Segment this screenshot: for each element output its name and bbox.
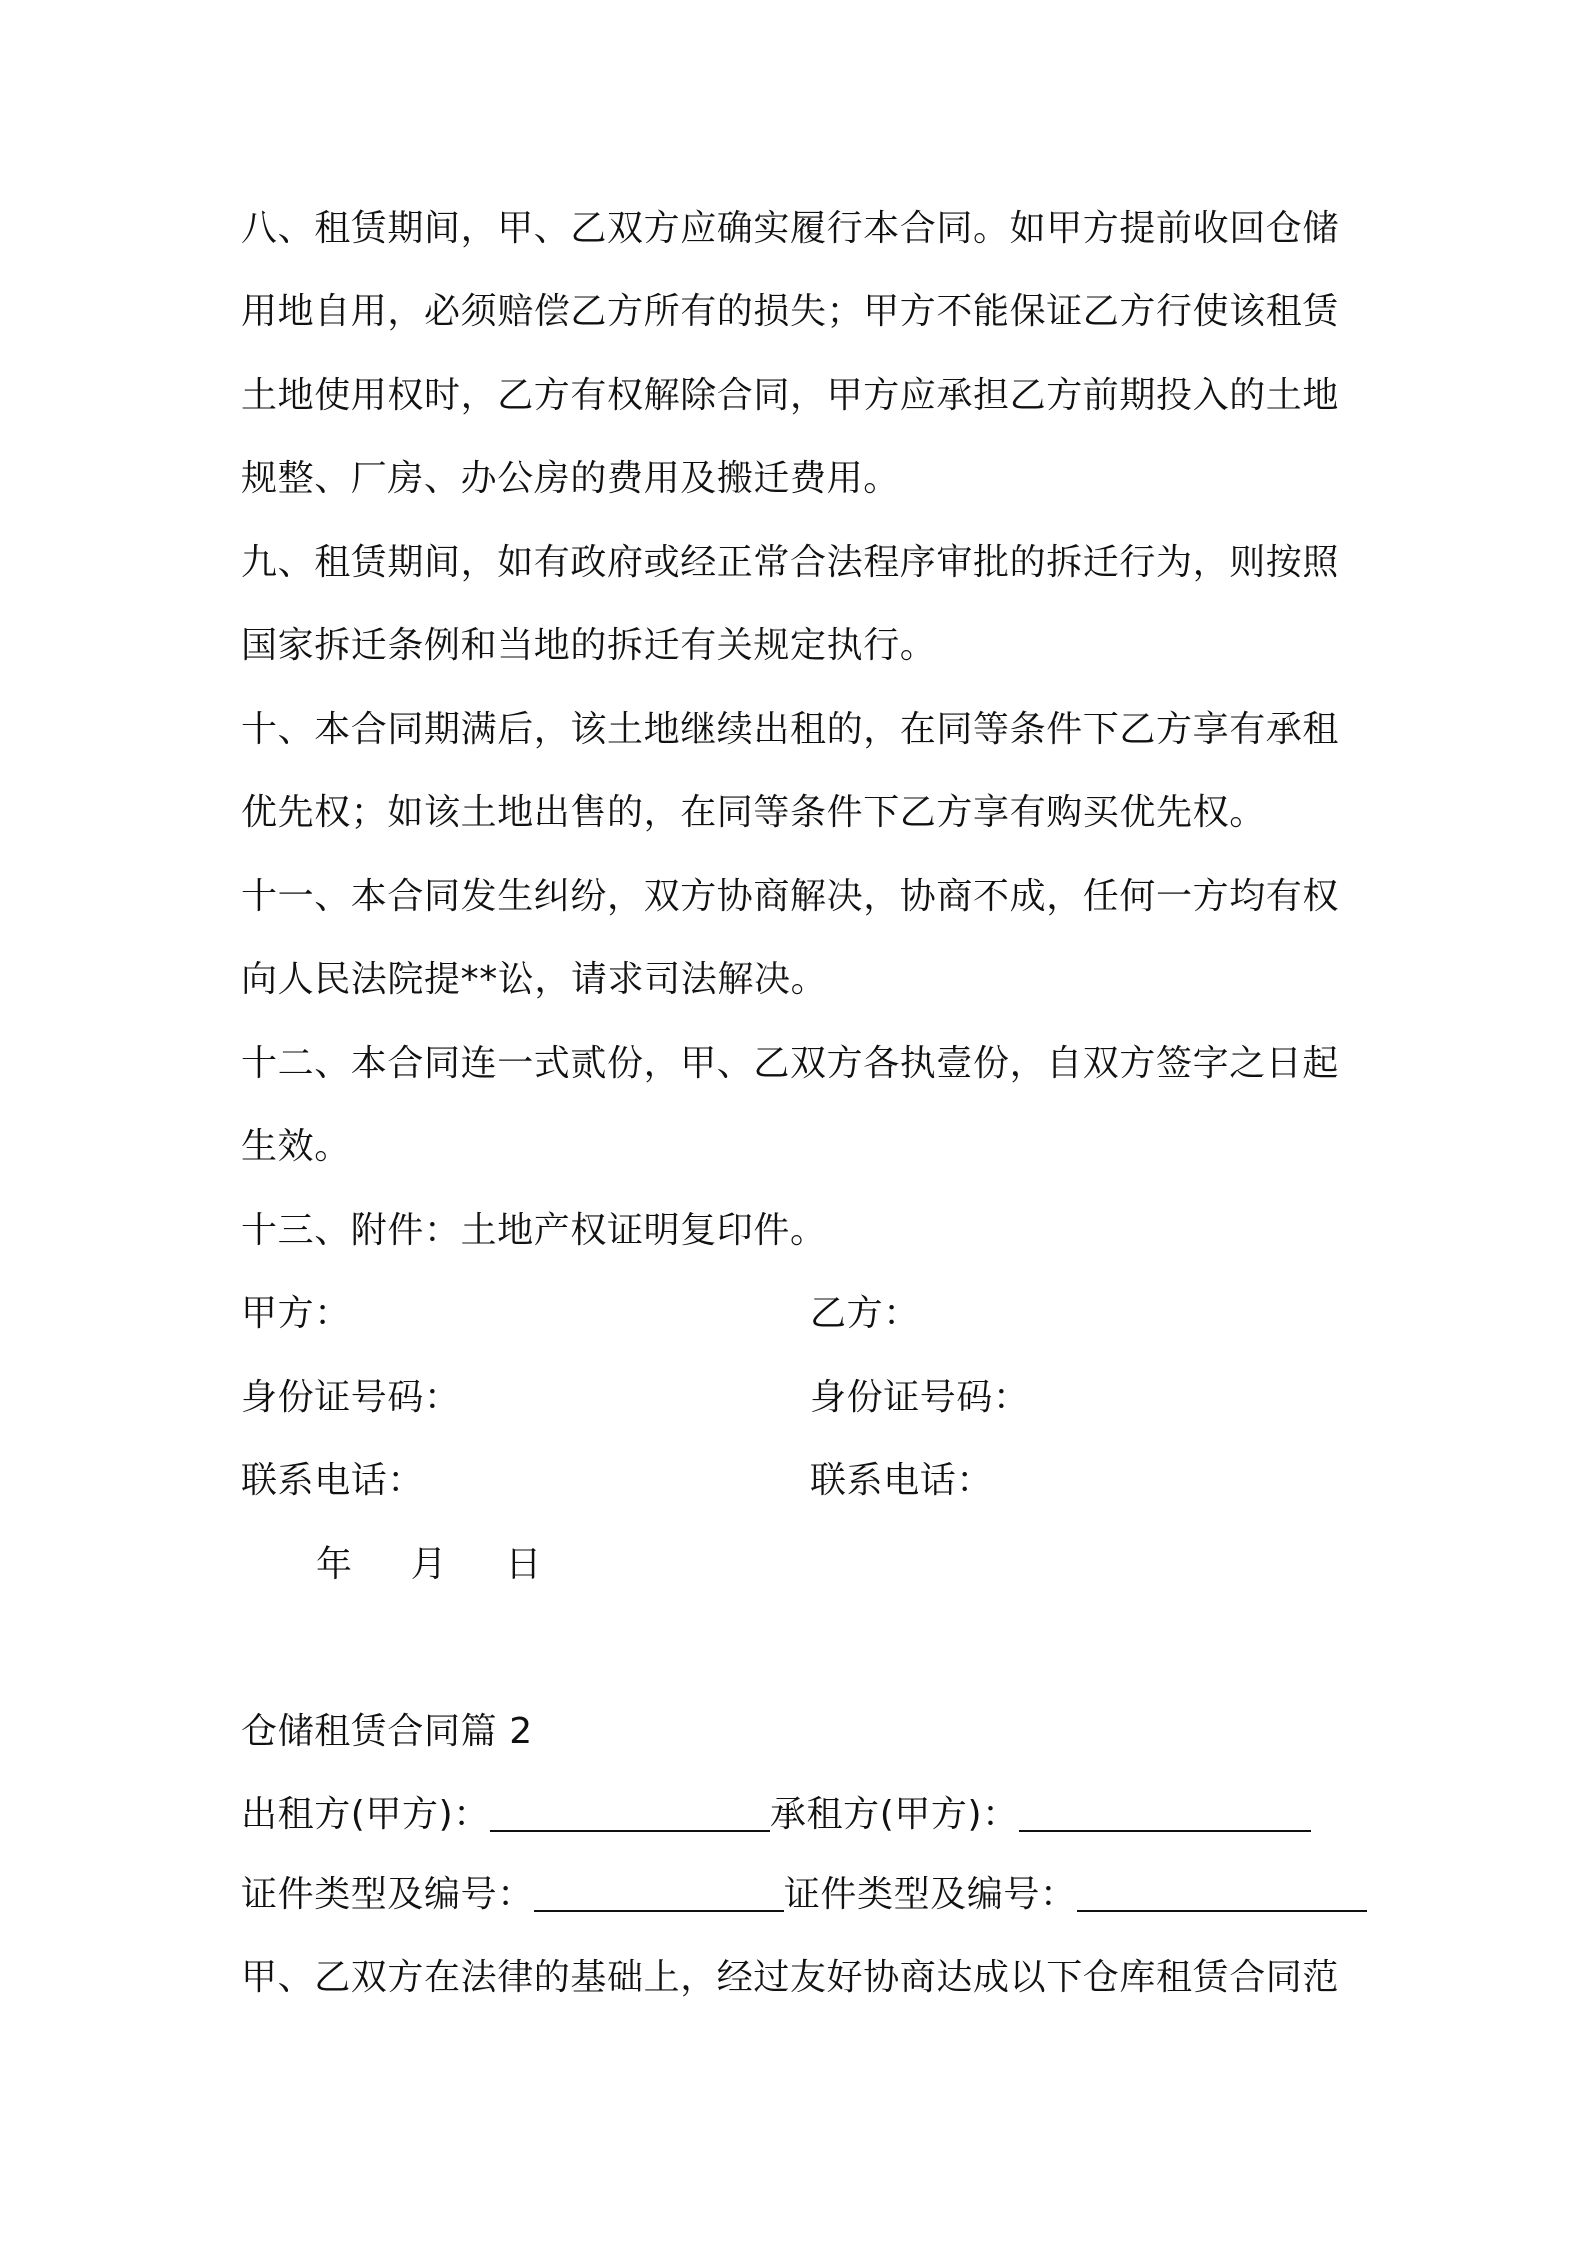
lessor-label: 出租方(甲方)： [241, 1794, 490, 1835]
id-type-a-blank[interactable] [534, 1876, 784, 1912]
lessee-blank[interactable] [1019, 1796, 1311, 1832]
lessor-blank[interactable] [490, 1796, 770, 1832]
party-a-id-label: 身份证号码： [241, 1377, 461, 1418]
date-day-label: 日 [505, 1544, 542, 1585]
clause-8-line-2: 用地自用，必须赔偿乙方所有的损失；甲方不能保证乙方行使该租赁 [241, 291, 1340, 332]
clause-13: 十三、附件：土地产权证明复印件。 [241, 1210, 827, 1251]
clause-9-line-2: 国家拆迁条例和当地的拆迁有关规定执行。 [241, 625, 937, 666]
clause-12-line-1: 十二、本合同连一式贰份，甲、乙双方各执壹份，自双方签字之日起 [241, 1043, 1340, 1084]
id-type-b-label: 证件类型及编号： [783, 1874, 1077, 1915]
clause-9-line-1: 九、租赁期间，如有政府或经正常合法程序审批的拆迁行为，则按照 [241, 542, 1340, 583]
clause-8-line-3: 土地使用权时，乙方有权解除合同，甲方应承担乙方前期投入的土地 [241, 375, 1340, 416]
date-year-label: 年 [316, 1544, 353, 1585]
clause-10-line-2: 优先权；如该土地出售的，在同等条件下乙方享有购买优先权。 [241, 792, 1266, 833]
id-type-b-blank[interactable] [1077, 1876, 1367, 1912]
section-2-title: 仓储租赁合同篇 2 [241, 1711, 533, 1752]
clause-8-line-4: 规整、厂房、办公房的费用及搬迁费用。 [241, 458, 900, 499]
lessee-label: 承租方(甲方)： [769, 1794, 1019, 1835]
id-type-a-label: 证件类型及编号： [241, 1874, 534, 1915]
id-type-row [241, 1870, 1367, 1920]
clause-8-line-1: 八、租赁期间，甲、乙双方应确实履行本合同。如甲方提前收回仓储 [241, 208, 1340, 249]
signature-date [316, 1540, 542, 1590]
lessor-lessee-row [241, 1790, 1311, 1840]
party-a-label: 甲方： [241, 1293, 351, 1334]
party-b-phone-label: 联系电话： [810, 1460, 994, 1501]
date-month-label: 月 [410, 1544, 448, 1585]
clause-11-line-1: 十一、本合同发生纠纷，双方协商解决，协商不成，任何一方均有权 [241, 876, 1340, 917]
clause-12-line-2: 生效。 [241, 1126, 351, 1167]
section-2-intro: 甲、乙双方在法律的基础上，经过友好协商达成以下仓库租赁合同范 [241, 1957, 1340, 1998]
party-b-label: 乙方： [810, 1293, 920, 1334]
party-a-phone-label: 联系电话： [241, 1460, 425, 1501]
clause-11-line-2: 向人民法院提**讼，请求司法解决。 [241, 959, 828, 1000]
party-b-id-label: 身份证号码： [810, 1377, 1030, 1418]
clause-10-line-1: 十、本合同期满后，该土地继续出租的，在同等条件下乙方享有承租 [241, 709, 1340, 750]
